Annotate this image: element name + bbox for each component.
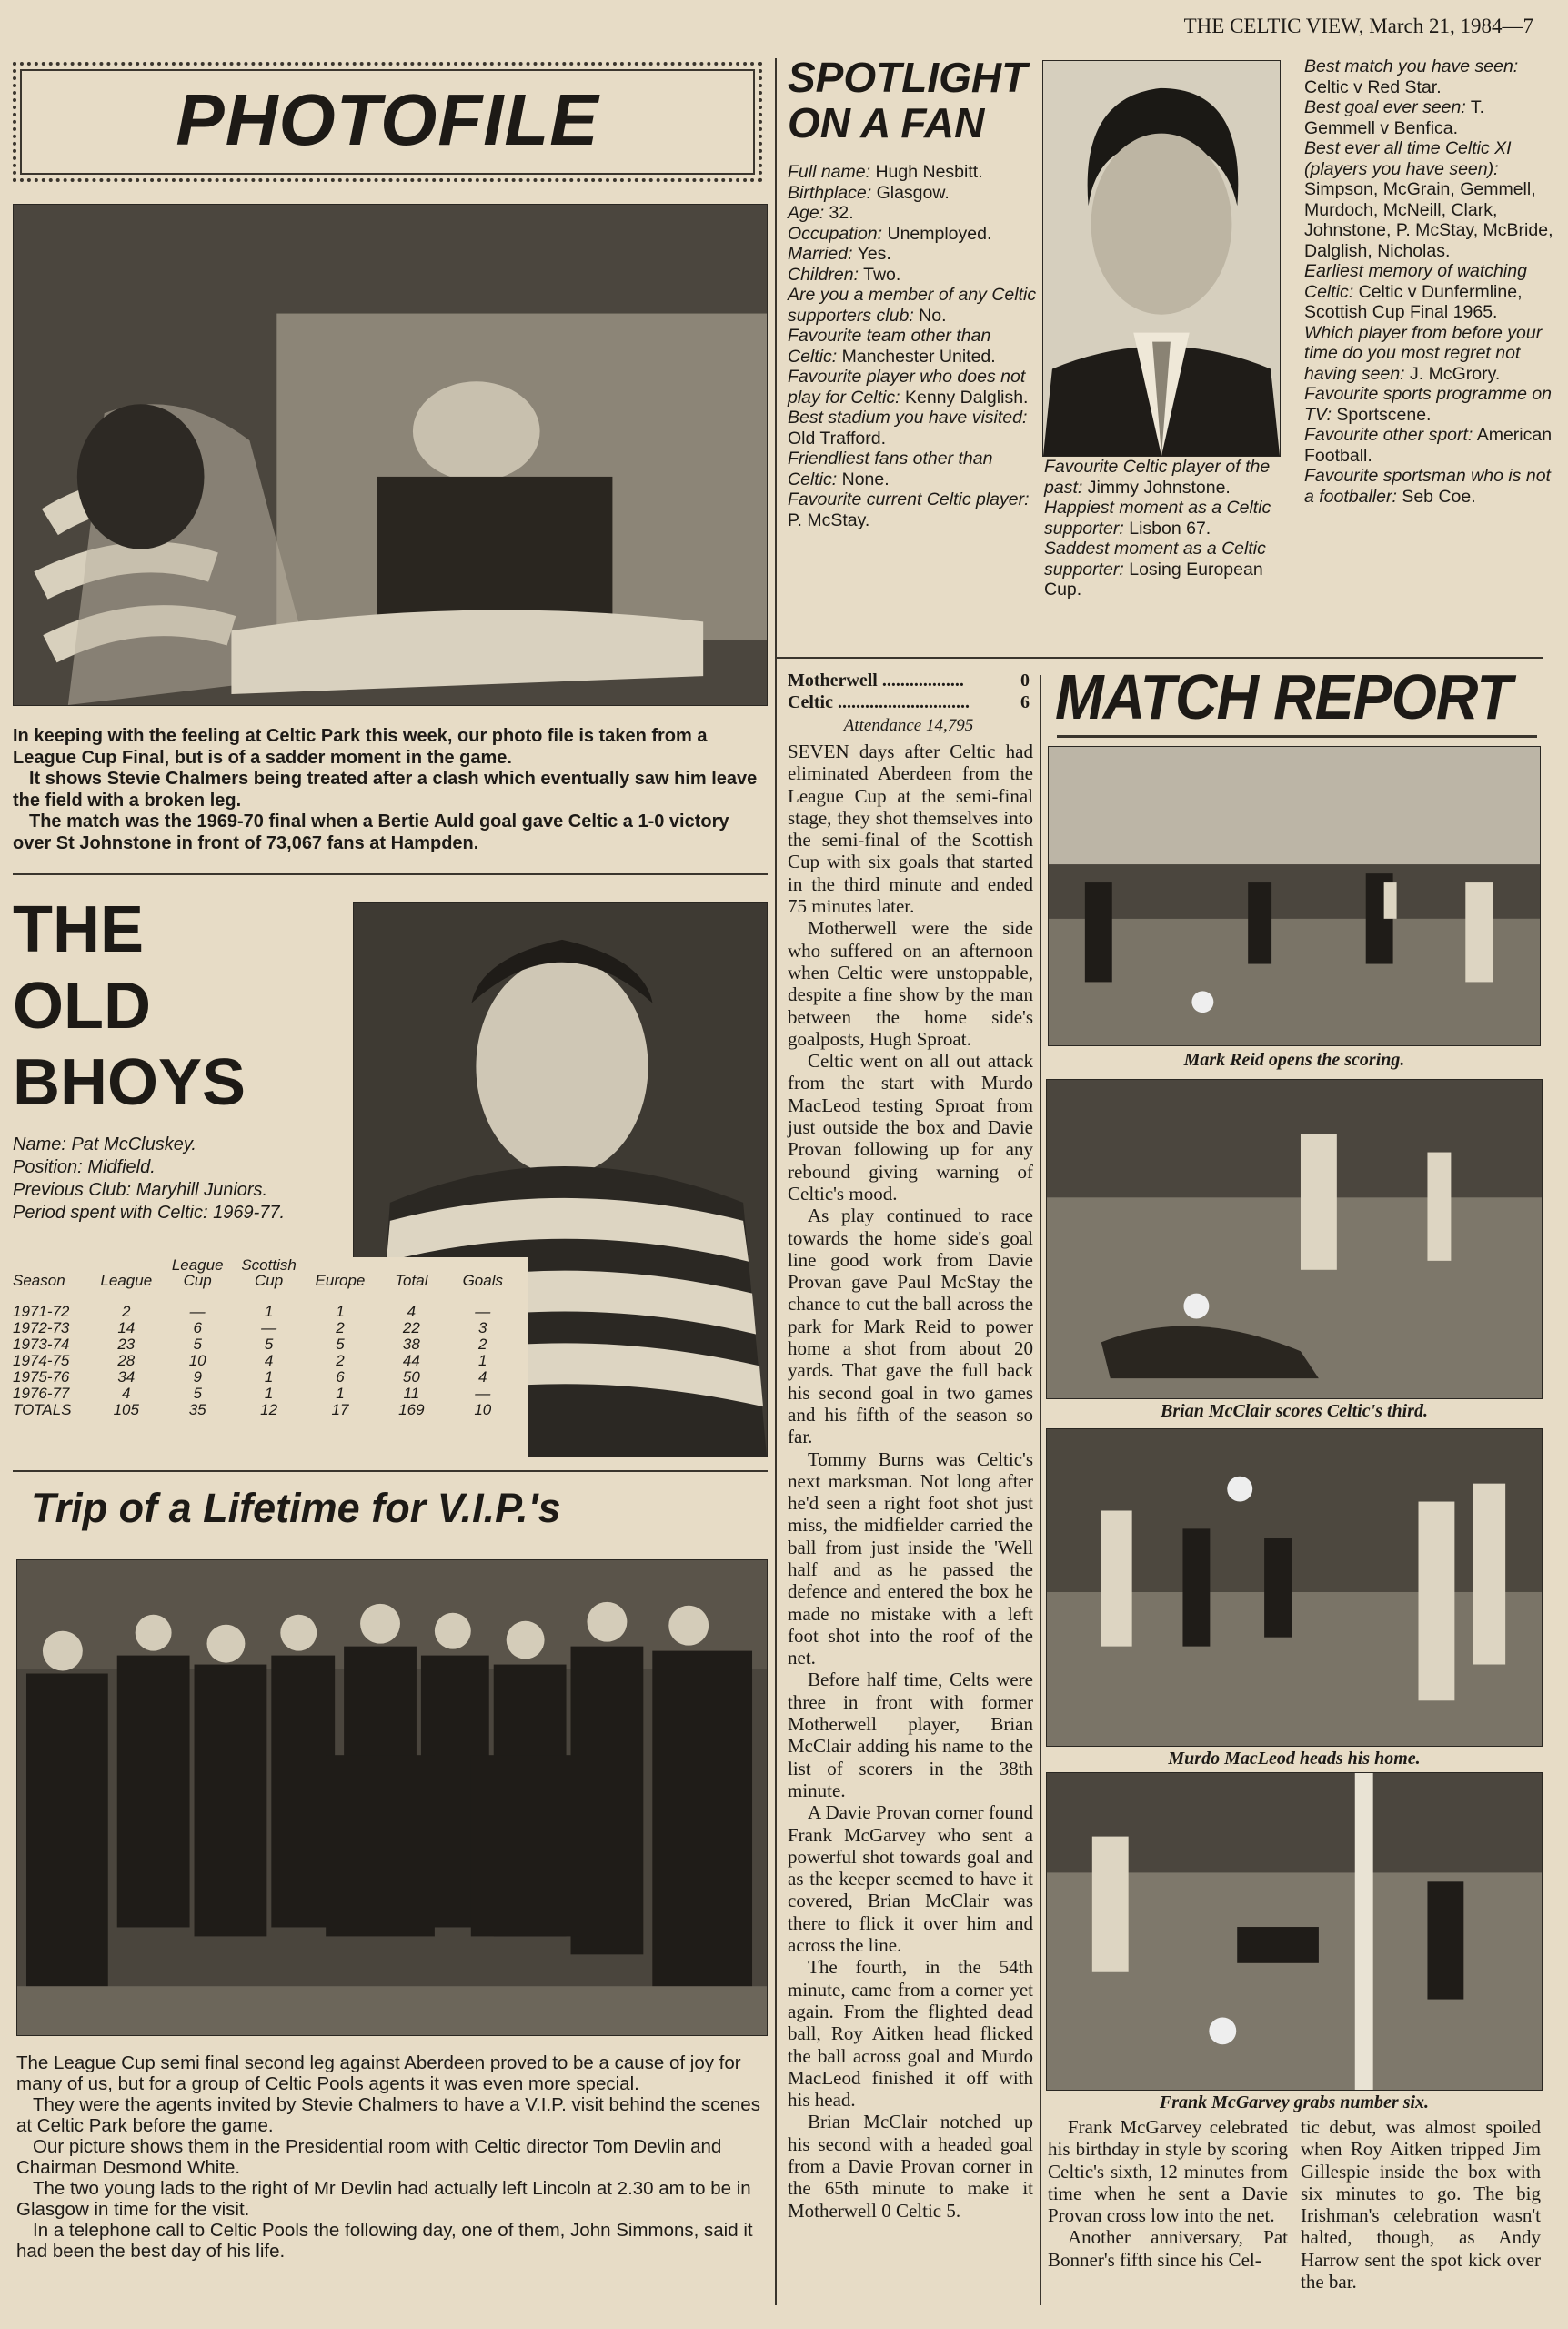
old-bhoys-title-line: THE bbox=[13, 893, 144, 966]
vip-paragraph: Our picture shows them in the Presidential room with Celtic director Tom Devlin and Chairman Desmond White. bbox=[16, 2136, 722, 2178]
detail-value: 1969-77. bbox=[213, 1203, 286, 1223]
qa-question: Birthplace: bbox=[788, 182, 872, 203]
qa-answer: 32. bbox=[829, 203, 854, 223]
qa-item bbox=[788, 408, 1040, 449]
qa-item bbox=[1044, 539, 1286, 600]
attendance: Attendance 14,795 bbox=[843, 716, 974, 735]
stats-header-cell: Season bbox=[9, 1257, 91, 1296]
stats-header-row bbox=[9, 1257, 518, 1296]
qa-question: Friendliest fans other than Celtic: bbox=[788, 449, 993, 489]
qa-answer: Manchester United. bbox=[841, 346, 996, 367]
detail-label: Position: bbox=[13, 1157, 83, 1177]
match-photo-1 bbox=[1048, 746, 1541, 1046]
stats-cell: 1972-73 bbox=[13, 1318, 70, 1336]
stats-cell: — bbox=[189, 1303, 206, 1320]
qa-answer: Glasgow. bbox=[876, 182, 950, 203]
stats-header-cell: League Cup bbox=[162, 1257, 233, 1296]
match-caption: Murdo MacLeod heads his home. bbox=[1168, 1749, 1421, 1769]
vip-paragraph: The League Cup semi final second leg against Aberdeen proved to be a cause of joy for many of us, but for a group of Celtic Pools agents it was even more special. bbox=[16, 2052, 741, 2094]
stats-cell: 5 bbox=[336, 1335, 345, 1353]
qa-question: Favourite sports programme on TV: bbox=[1304, 384, 1553, 425]
qa-question: Which player from before your time do you most regret not having seen: bbox=[1304, 322, 1543, 384]
qa-question: Age: bbox=[788, 203, 825, 223]
match-report-end-column-2 bbox=[1301, 2116, 1541, 2293]
stats-cell: 4 bbox=[264, 1351, 274, 1369]
qa-item bbox=[1044, 457, 1286, 498]
qa-answer: Unemployed. bbox=[887, 223, 992, 244]
stats-cell: 3 bbox=[478, 1318, 487, 1336]
qa-question: Favourite current Celtic player: bbox=[788, 489, 1030, 509]
report-paragraph: Tommy Burns was Celtic's next marksman. Not long after he'd seen a right foot shot just miss, the midfielder carried the ball from just inside the 'Well half and as he passed the defence and entered the box he made no mistake with a left foot shot into the roof of the net. bbox=[788, 1447, 1033, 1669]
qa-item bbox=[1304, 384, 1559, 425]
scoreline bbox=[788, 670, 1030, 737]
spotlight-column-1 bbox=[788, 162, 1040, 530]
stats-cell: 1976-77 bbox=[13, 1384, 70, 1402]
qa-question: Happiest moment as a Celtic supporter: bbox=[1044, 498, 1271, 539]
qa-item bbox=[1304, 323, 1559, 385]
stats-cell: 5 bbox=[193, 1384, 202, 1402]
stats-row bbox=[9, 1336, 518, 1352]
qa-question: Occupation: bbox=[788, 223, 883, 244]
stats-cell: 6 bbox=[193, 1318, 202, 1336]
qa-question: Favourite sportsman who is not a footballer: bbox=[1304, 466, 1551, 507]
detail-label: Previous Club: bbox=[13, 1180, 132, 1200]
match-caption: Mark Reid opens the scoring. bbox=[1183, 1050, 1405, 1070]
stats-cell: 11 bbox=[403, 1384, 420, 1402]
qa-question: Children: bbox=[788, 264, 859, 285]
spotlight-column-3 bbox=[1304, 56, 1559, 507]
stats-row bbox=[9, 1319, 518, 1336]
title-underline bbox=[1057, 735, 1537, 738]
qa-answer: Celtic v Dunfermline, Scottish Cup Final 1965. bbox=[1304, 281, 1523, 322]
stats-cell: — bbox=[475, 1303, 491, 1320]
qa-item bbox=[788, 224, 1040, 245]
photofile-header-box bbox=[13, 62, 762, 182]
stats-cell: 6 bbox=[336, 1367, 345, 1386]
detail-value: Maryhill Juniors. bbox=[136, 1180, 268, 1200]
stats-cell: 105 bbox=[113, 1400, 139, 1418]
qa-question: Full name: bbox=[788, 162, 871, 182]
stats-row bbox=[9, 1385, 518, 1401]
detail-label: Name: bbox=[13, 1134, 66, 1154]
stats-row bbox=[9, 1296, 518, 1320]
stats-header-cell: League bbox=[91, 1257, 162, 1296]
vip-paragraph: In a telephone call to Celtic Pools the following day, one of them, John Simmons, said it had been the best day of his life. bbox=[16, 2220, 753, 2262]
qa-answer: Sportscene. bbox=[1336, 404, 1432, 425]
stats-header-cell: Goals bbox=[447, 1257, 518, 1296]
stats-cell: 34 bbox=[117, 1367, 136, 1386]
stats-cell: 35 bbox=[188, 1400, 206, 1418]
old-bhoys-title bbox=[13, 892, 246, 1121]
qa-item bbox=[1044, 498, 1286, 539]
qa-answer: J. McGrory. bbox=[1410, 363, 1501, 384]
report-paragraph: Frank McGarvey celebrated his birthday in style by scoring Celtic's sixth, 12 minutes from time when he sent a Davie Provan cross low into the net. bbox=[1048, 2116, 1288, 2227]
qa-question: Favourite other sport: bbox=[1304, 425, 1473, 445]
report-paragraph: Celtic went on all out attack from the start with Murdo MacLeod testing Sproat from just outside the box and Davie Provan following up for any rebound giving warning of Celtic's mood. bbox=[788, 1050, 1033, 1205]
stats-cell: 169 bbox=[398, 1400, 425, 1418]
qa-item bbox=[788, 244, 1040, 265]
qa-item bbox=[788, 489, 1040, 530]
stats-cell: 5 bbox=[193, 1335, 202, 1353]
detail-row bbox=[13, 1179, 285, 1202]
photofile-paragraph: In keeping with the feeling at Celtic Park this week, our photo file is taken from a League Cup Final, but is of a sadder moment in the game. bbox=[13, 726, 708, 768]
report-paragraph: SEVEN days after Celtic had eliminated Aberdeen from the League Cup at the semi-final stage, they shot themselves into the semi-final of the Scottish Cup with six goals that started in the third minute and ended 75 minutes later. bbox=[788, 741, 1033, 918]
old-bhoys-title-line: BHOYS bbox=[13, 1046, 246, 1119]
stats-row bbox=[9, 1352, 518, 1368]
qa-question: Best ever all time Celtic XI (players you have seen): bbox=[1304, 138, 1512, 179]
vip-title: Trip of a Lifetime for V.I.P.'s bbox=[31, 1485, 561, 1531]
spotlight-title-line: SPOTLIGHT bbox=[788, 54, 1028, 101]
qa-item bbox=[1304, 466, 1559, 507]
qa-answer: No. bbox=[919, 305, 947, 326]
stats-cell: 9 bbox=[193, 1367, 202, 1386]
old-bhoys-details bbox=[13, 1134, 285, 1225]
away-team: Celtic ............................. bbox=[788, 692, 970, 712]
stats-cell: 2 bbox=[336, 1351, 345, 1369]
qa-item bbox=[788, 449, 1040, 489]
qa-answer: P. McStay. bbox=[788, 509, 870, 530]
stats-cell: 1 bbox=[264, 1367, 274, 1386]
home-team: Motherwell .................. bbox=[788, 670, 964, 691]
match-photo-4 bbox=[1046, 1772, 1543, 2091]
stats-cell: 1973-74 bbox=[13, 1335, 70, 1353]
stats-cell: 2 bbox=[336, 1318, 345, 1336]
spotlight-title-line: ON A FAN bbox=[788, 99, 985, 146]
qa-answer: Losing European Cup. bbox=[1044, 559, 1263, 600]
qa-answer: Hugh Nesbitt. bbox=[875, 162, 983, 182]
stats-table-panel bbox=[9, 1257, 528, 1459]
stats-cell: 12 bbox=[260, 1400, 278, 1418]
column-rule bbox=[1040, 675, 1041, 2305]
qa-question: Best goal ever seen: bbox=[1304, 97, 1466, 117]
qa-item bbox=[1304, 261, 1559, 323]
qa-item bbox=[1304, 56, 1559, 97]
qa-item bbox=[788, 265, 1040, 286]
score-row-away bbox=[788, 691, 1030, 713]
photofile-text bbox=[13, 726, 768, 854]
stats-cell: 1974-75 bbox=[13, 1351, 70, 1369]
photofile-paragraph: It shows Stevie Chalmers being treated after a clash which eventually saw him leave the field with a broken leg. bbox=[13, 769, 758, 811]
stats-cell: 2 bbox=[478, 1335, 487, 1353]
detail-value: Midfield. bbox=[87, 1157, 156, 1177]
report-paragraph: Motherwell were the side who suffered on an afternoon when Celtic were unstoppable, despite a fine show by the man between the home side's goalposts, Hugh Sproat. bbox=[788, 917, 1033, 1050]
stats-cell: 50 bbox=[402, 1367, 420, 1386]
stats-cell: 28 bbox=[117, 1351, 136, 1369]
qa-item bbox=[1304, 138, 1559, 261]
qa-item bbox=[788, 183, 1040, 204]
qa-question: Best match you have seen: bbox=[1304, 56, 1519, 76]
photofile-photo bbox=[13, 204, 768, 706]
report-paragraph: Before half time, Celts were three in front with former Motherwell player, Brian McClair adding his name to the list of scorers in the 38th minute. bbox=[788, 1669, 1033, 1801]
photofile-title: PHOTOFILE bbox=[176, 79, 599, 160]
stats-cell: 1 bbox=[336, 1384, 345, 1402]
stats-cell: 1 bbox=[478, 1351, 487, 1369]
vip-group-photo bbox=[16, 1559, 768, 2036]
detail-row bbox=[13, 1134, 285, 1156]
stats-cell: 4 bbox=[122, 1384, 131, 1402]
stats-row bbox=[9, 1368, 518, 1385]
qa-answer: Two. bbox=[863, 264, 901, 285]
home-score: 0 bbox=[1020, 670, 1030, 691]
score-row-home bbox=[788, 670, 1030, 691]
qa-answer: American Football. bbox=[1304, 425, 1553, 466]
masthead: THE CELTIC VIEW, March 21, 1984—7 bbox=[1183, 15, 1533, 37]
qa-item bbox=[788, 285, 1040, 326]
stats-cell: 1971-72 bbox=[13, 1303, 70, 1320]
stats-row bbox=[9, 1401, 518, 1417]
report-paragraph: Brian McClair notched up his second with a headed goal from a Davie Provan corner in the 65th minute to make it Motherwell 0 Celtic 5. bbox=[788, 2111, 1033, 2222]
match-report-title: MATCH REPORT bbox=[1055, 661, 1512, 732]
qa-answer: Jimmy Johnstone. bbox=[1087, 477, 1231, 498]
qa-question: Saddest moment as a Celtic supporter: bbox=[1044, 539, 1266, 580]
old-bhoys-title-line: OLD bbox=[13, 970, 151, 1043]
detail-label: Period spent with Celtic: bbox=[13, 1203, 208, 1223]
qa-item bbox=[788, 326, 1040, 367]
match-caption: Frank McGarvey grabs number six. bbox=[1159, 2092, 1430, 2112]
vip-paragraph: The two young lads to the right of Mr Devlin had actually left Lincoln at 2.30 am to be in Glasgow in time for the visit. bbox=[16, 2178, 751, 2220]
stats-cell: — bbox=[475, 1384, 491, 1402]
stats-cell: TOTALS bbox=[13, 1400, 72, 1418]
stats-cell: 22 bbox=[402, 1318, 420, 1336]
qa-answer: Seb Coe. bbox=[1402, 486, 1476, 507]
match-photo-3 bbox=[1046, 1428, 1543, 1747]
qa-question: Earliest memory of watching Celtic: bbox=[1304, 261, 1527, 302]
detail-value: Pat McCluskey. bbox=[71, 1134, 196, 1154]
detail-row bbox=[13, 1202, 285, 1225]
qa-answer: Simpson, McGrain, Gemmell, Murdoch, McNeill, Clark, Johnstone, P. McStay, McBride, Dalglish, Nicholas. bbox=[1304, 179, 1553, 261]
qa-question: Favourite team other than Celtic: bbox=[788, 326, 991, 367]
section-rule bbox=[13, 873, 768, 875]
stats-header-cell: Total bbox=[376, 1257, 447, 1296]
qa-item bbox=[788, 162, 1040, 183]
report-paragraph: tic debut, was almost spoiled when Roy Aitken tripped Jim Gillespie inside the box with six minutes to go. The big Irishman's celebration wasn't halted, though, as Andy Harrow sent the spot kick over the bar. bbox=[1301, 2116, 1541, 2294]
career-stats-table bbox=[9, 1257, 518, 1417]
qa-answer: Kenny Dalglish. bbox=[904, 387, 1029, 408]
stats-cell: 1 bbox=[264, 1303, 274, 1320]
detail-row bbox=[13, 1156, 285, 1179]
qa-question: Favourite player who does not play for Celtic: bbox=[788, 367, 1026, 408]
qa-item bbox=[1304, 425, 1559, 466]
stats-cell: 38 bbox=[402, 1335, 420, 1353]
report-paragraph: As play continued to race towards the home side's goal line good work from Davie Provan gave Paul McStay the chance to cut the ball across the park for Mark Reid to power home a shot from about 20 yards. That gave the full back his second goal in two games and his fifth of the season so far. bbox=[788, 1205, 1033, 1448]
away-score: 6 bbox=[1020, 692, 1030, 712]
photofile-paragraph: The match was the 1969-70 final when a Bertie Auld goal gave Celtic a 1-0 victory over St Johnstone in front of 73,067 fans at Hampden. bbox=[13, 812, 729, 853]
spotlight-title bbox=[788, 55, 1027, 146]
qa-answer: None. bbox=[841, 469, 890, 489]
qa-question: Best stadium you have visited: bbox=[788, 408, 1028, 428]
stats-cell: — bbox=[261, 1318, 277, 1336]
stats-header-cell: Europe bbox=[305, 1257, 376, 1296]
qa-answer: T. Gemmell v Benfica. bbox=[1304, 97, 1485, 138]
qa-item bbox=[788, 367, 1040, 408]
qa-answer: Celtic v Red Star. bbox=[1304, 76, 1442, 97]
stats-cell: 23 bbox=[117, 1335, 136, 1353]
stats-cell: 2 bbox=[122, 1303, 131, 1320]
stats-cell: 1975-76 bbox=[13, 1367, 70, 1386]
stats-cell: 44 bbox=[402, 1351, 420, 1369]
report-paragraph: A Davie Provan corner found Frank McGarvey who sent a powerful shot towards goal and as the keeper seemed to have it covered, Brian McClair was there to flick it over him and across the line. bbox=[788, 1801, 1033, 1957]
qa-item bbox=[788, 203, 1040, 224]
spotlight-column-2 bbox=[1044, 457, 1286, 600]
fan-portrait-photo bbox=[1042, 60, 1281, 457]
qa-answer: Yes. bbox=[857, 244, 891, 264]
stats-cell: 14 bbox=[117, 1318, 136, 1336]
qa-question: Are you a member of any Celtic supporters club: bbox=[788, 285, 1037, 326]
qa-item bbox=[1304, 97, 1559, 138]
stats-cell: 1 bbox=[336, 1303, 345, 1320]
stats-cell: 4 bbox=[407, 1303, 417, 1320]
qa-answer: Lisbon 67. bbox=[1129, 518, 1211, 539]
stats-cell: 4 bbox=[478, 1367, 487, 1386]
report-paragraph: Another anniversary, Pat Bonner's fifth since his Cel- bbox=[1048, 2226, 1288, 2271]
vip-text bbox=[16, 2052, 768, 2262]
stats-cell: 10 bbox=[188, 1351, 206, 1369]
stats-cell: 5 bbox=[264, 1335, 274, 1353]
stats-cell: 10 bbox=[474, 1400, 492, 1418]
qa-question: Married: bbox=[788, 244, 853, 264]
stats-header-cell: Scottish Cup bbox=[233, 1257, 304, 1296]
report-paragraph: The fourth, in the 54th minute, came from a corner yet again. From the flighted dead ball, Roy Aitken head flicked the ball across goal and Murdo MacLeod finished it off with his head. bbox=[788, 1956, 1033, 2112]
section-rule bbox=[775, 657, 1543, 659]
column-rule bbox=[775, 58, 777, 2305]
qa-question: Favourite Celtic player of the past: bbox=[1044, 457, 1271, 498]
match-report-end-column-1 bbox=[1048, 2116, 1288, 2271]
vip-paragraph: They were the agents invited by Stevie Chalmers to have a V.I.P. visit behind the scenes at Celtic Park before the game. bbox=[16, 2094, 760, 2136]
stats-cell: 17 bbox=[331, 1400, 349, 1418]
match-photo-2 bbox=[1046, 1079, 1543, 1399]
stats-cell: 1 bbox=[264, 1384, 274, 1402]
qa-answer: Old Trafford. bbox=[788, 428, 887, 449]
section-rule bbox=[13, 1470, 768, 1472]
match-caption: Brian McClair scores Celtic's third. bbox=[1161, 1401, 1428, 1421]
match-report-text bbox=[788, 741, 1033, 2222]
